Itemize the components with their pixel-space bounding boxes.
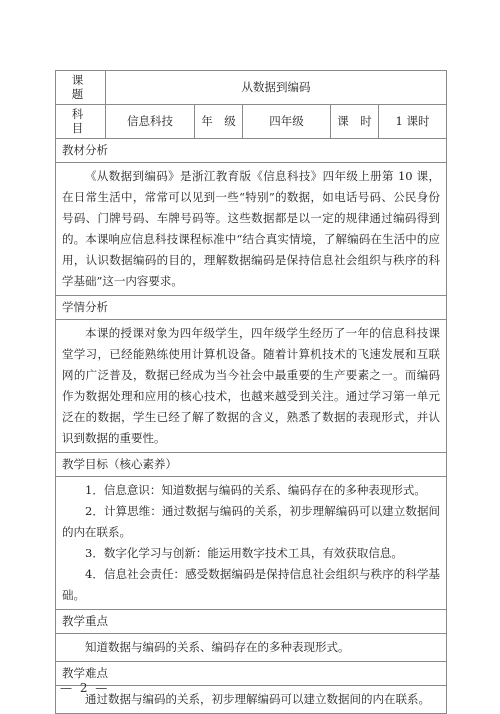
goal-item: 3．数字化学习与创新：能运用数字技术工具，有效获取信息。 xyxy=(85,546,403,560)
key-points-paragraph: 知道数据与编码的关系、编码存在的多种表现形式。 xyxy=(85,640,350,654)
grade-label: 年 级 xyxy=(195,105,243,139)
key-points-section xyxy=(56,610,447,662)
lesson-plan-table xyxy=(55,70,447,714)
difficulties-body xyxy=(56,686,446,713)
hours-value: 1 课时 xyxy=(379,105,447,139)
key-points-title: 教学重点 xyxy=(56,610,446,634)
students-body xyxy=(56,320,446,452)
material-paragraph: 《从数据到编码》是浙江教育版《信息科技》四年级上册第 10 课，在日常生活中，常常可以见到一些“特别”的数据，如电话号码、公民身份号码、门牌号码、车牌号码等。这些数据都是以一定的规律通过编码得到的。本课响应信息科技课程标准中“结合真实情境，了解编码在生活中的应用，认识数据编码的目的，理解数据编码是保持信息社会组织与秩序的科学基础”这一内容要求。 xyxy=(62,169,441,288)
students-title: 学情分析 xyxy=(56,296,446,320)
course-label: 课 题 xyxy=(56,71,106,105)
goal-item: 2．计算思维：通过数据与编码的关系，初步理解编码可以建立数据间的内在联系。 xyxy=(62,504,441,539)
subject-label: 科 目 xyxy=(56,105,106,139)
material-title: 教材分析 xyxy=(56,139,446,163)
grade-value: 四年级 xyxy=(243,105,331,139)
goals-body xyxy=(56,477,446,609)
difficulties-paragraph: 通过数据与编码的关系，初步理解编码可以建立数据间的内在联系。 xyxy=(85,692,430,706)
page-number: — 2 — xyxy=(60,681,110,695)
material-body xyxy=(56,163,446,295)
goal-item: 1．信息意识：知道数据与编码的关系、编码存在的多种表现形式。 xyxy=(85,483,426,497)
difficulties-title: 教学难点 xyxy=(56,662,446,686)
goal-item: 4．信息社会责任：感受数据编码是保持信息社会组织与秩序的科学基础。 xyxy=(62,567,441,602)
difficulties-section xyxy=(56,662,447,714)
goals-title: 教学目标（核心素养） xyxy=(56,453,446,477)
course-row xyxy=(56,71,447,105)
students-paragraph: 本课的授课对象为四年级学生，四年级学生经历了一年的信息科技课堂学习，已经能熟练使用计算机设备。随着计算机技术的飞速发展和互联网的广泛普及，数据已经成为当今社会中最重要的生产要素之一。而编码作为数据处理和应用的核心技术，也越来越受到关注。通过学习第一单元泛在的数据，学生已经了解了数据的含义，熟悉了数据的表现形式，并认识到数据的重要性。 xyxy=(62,326,441,445)
hours-label: 课 时 xyxy=(331,105,379,139)
students-section xyxy=(56,296,447,453)
course-title: 从数据到编码 xyxy=(106,71,447,105)
info-row xyxy=(56,105,447,139)
subject-value: 信息科技 xyxy=(106,105,195,139)
goals-section xyxy=(56,453,447,610)
key-points-body xyxy=(56,634,446,661)
material-section xyxy=(56,139,447,296)
